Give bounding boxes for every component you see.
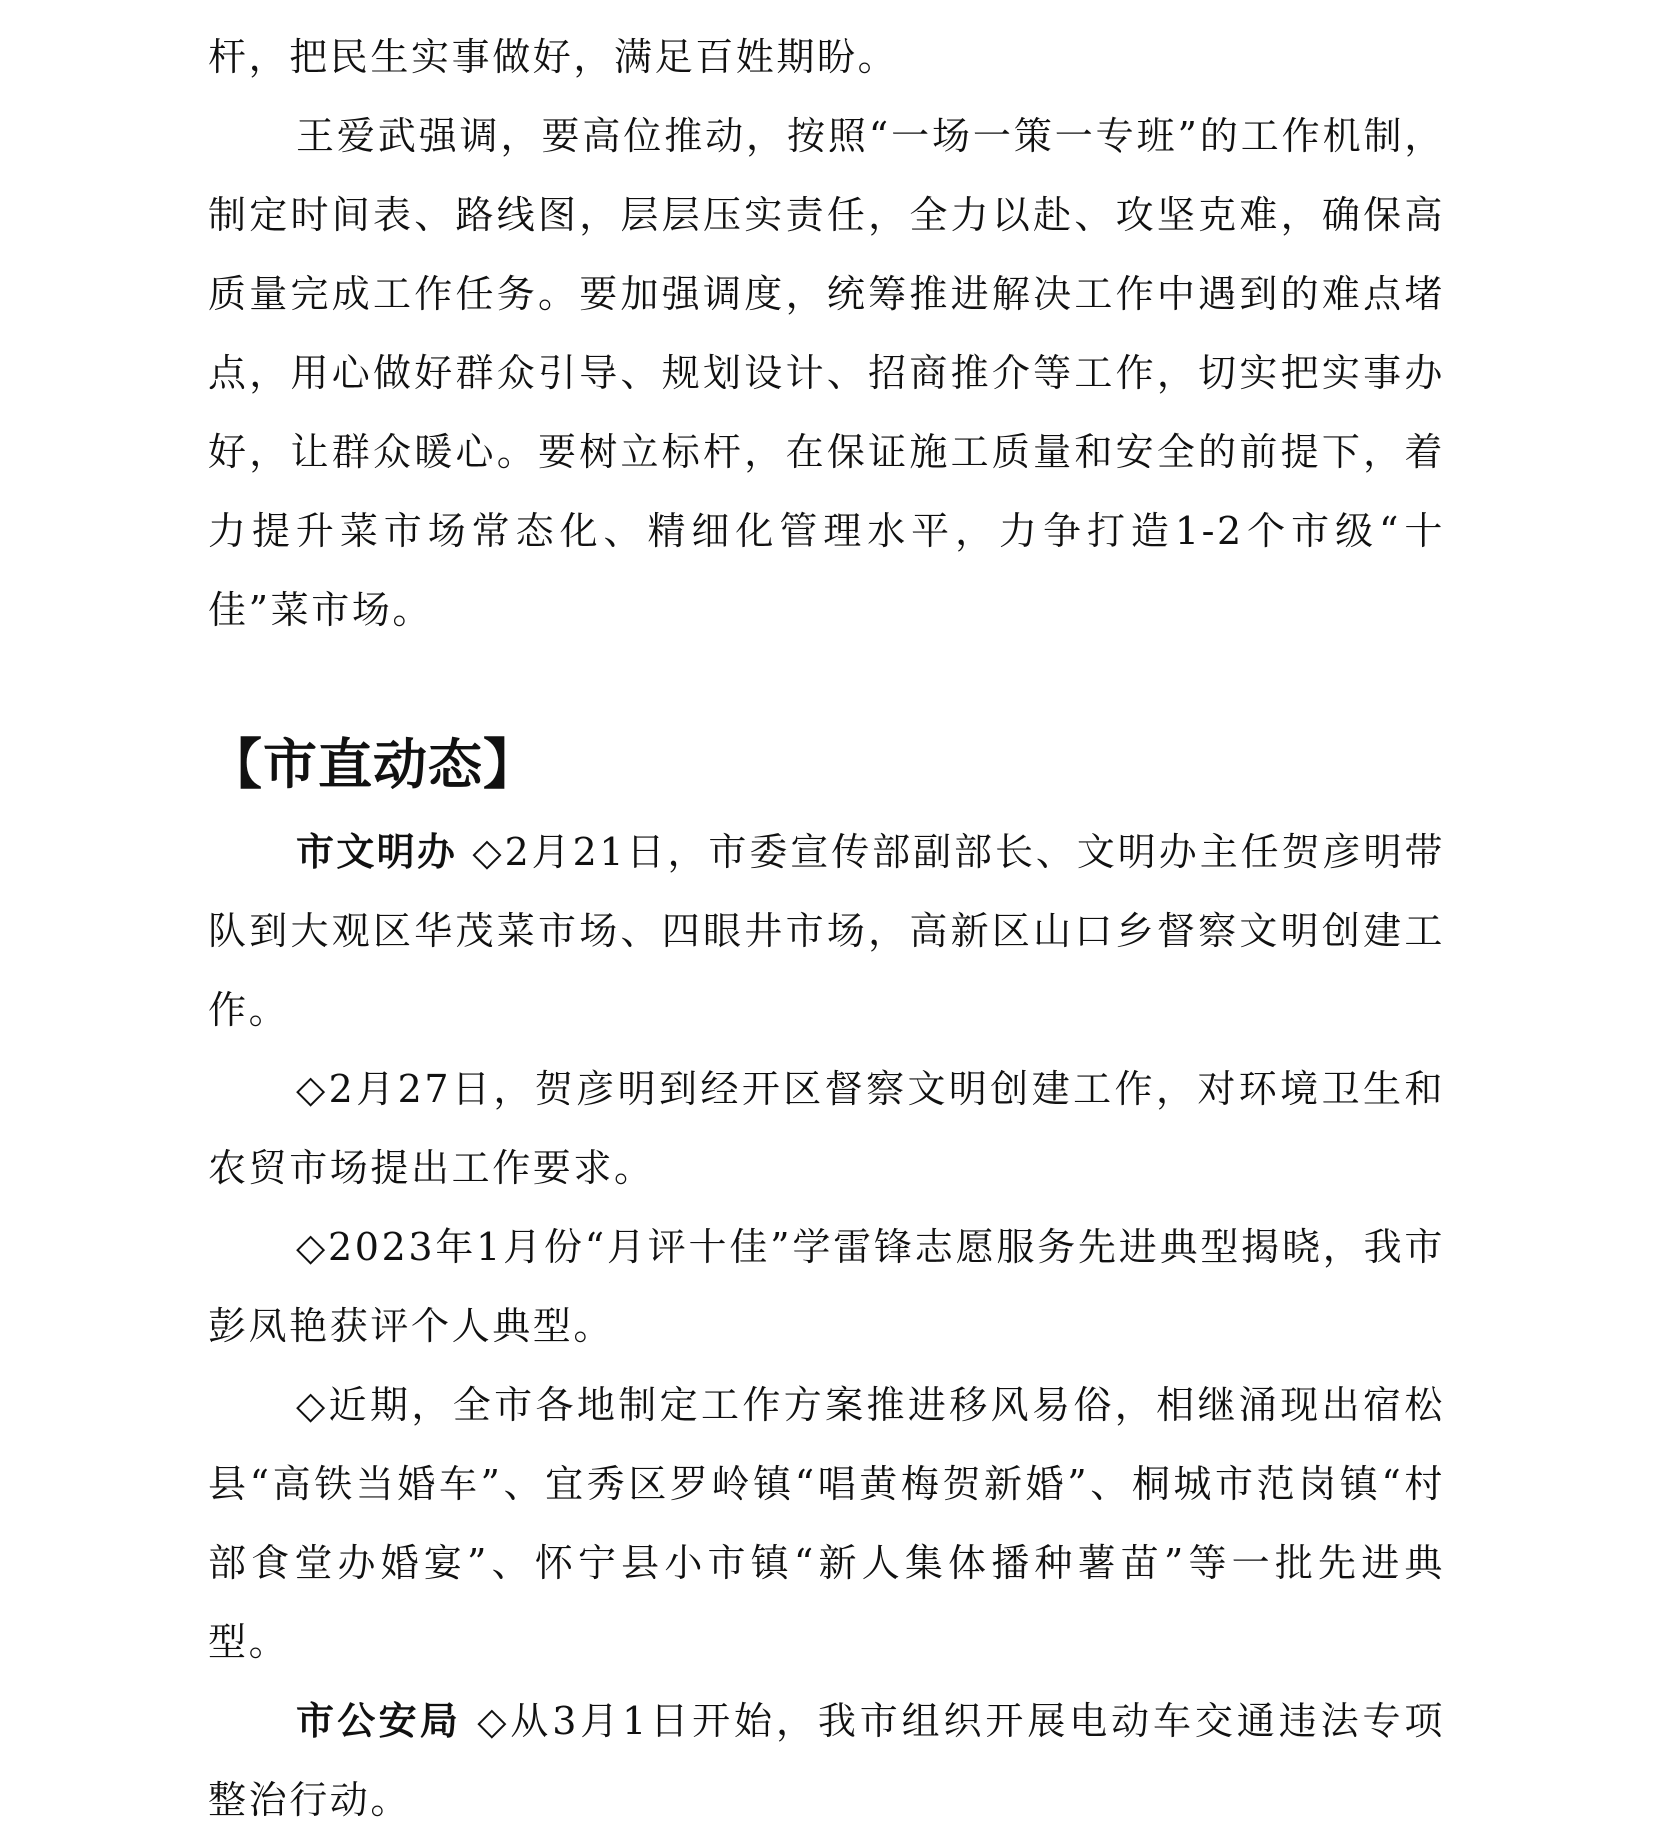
news-item-wenmingban-1 [208, 813, 1445, 1050]
paragraph-wang-aiwu: 王爱武强调，要高位推动，按照“一场一策一专班”的工作机制，制定时间表、路线图，层层压实责任，全力以赴、攻坚克难，确保高质量完成工作任务。要加强调度，统筹推进解决工作中遇到的难点堵点，用心做好群众引导、规划设计、招商推介等工作，切实把实事办好，让群众暖心。要树立标杆，在保证施工质量和安全的前提下，着力提升菜市场常态化、精细化管理水平，力争打造1-2个市级“十佳”菜市场。 [208, 114, 1445, 632]
section-heading: 【市直动态】 [208, 733, 538, 796]
news-item-gonganju-1 [208, 1682, 1445, 1840]
news-text: ◇2月27日，贺彦明到经开区督察文明创建工作，对环境卫生和农贸市场提出工作要求。 [208, 1067, 1445, 1190]
news-item-wenmingban-2 [208, 1050, 1445, 1208]
news-text: ◇从3月1日开始，我市组织开展电动车交通违法专项整治行动。 [208, 1699, 1445, 1822]
news-text: ◇2023年1月份“月评十佳”学雷锋志愿服务先进典型揭晓，我市彭凤艳获评个人典型。 [208, 1225, 1445, 1348]
news-text: ◇2月21日，市委宣传部副部长、文明办主任贺彦明带队到大观区华茂菜市场、四眼井市场，高新区山口乡督察文明创建工作。 [208, 830, 1445, 1032]
news-item-wenmingban-3 [208, 1208, 1445, 1366]
unit-name: 市文明办 [296, 830, 458, 874]
news-text: ◇近期，全市各地制定工作方案推进移风易俗，相继涌现出宿松县“高铁当婚车”、宜秀区罗岭镇“唱黄梅贺新婚”、桐城市范岗镇“村部食堂办婚宴”、怀宁县小市镇“新人集体播种薯苗”等一批先进典型。 [208, 1383, 1445, 1664]
paragraph-continuation: 杆，把民生实事做好，满足百姓期盼。 [208, 35, 899, 79]
unit-name: 市公安局 [296, 1699, 462, 1743]
news-item-wenmingban-4 [208, 1366, 1445, 1682]
